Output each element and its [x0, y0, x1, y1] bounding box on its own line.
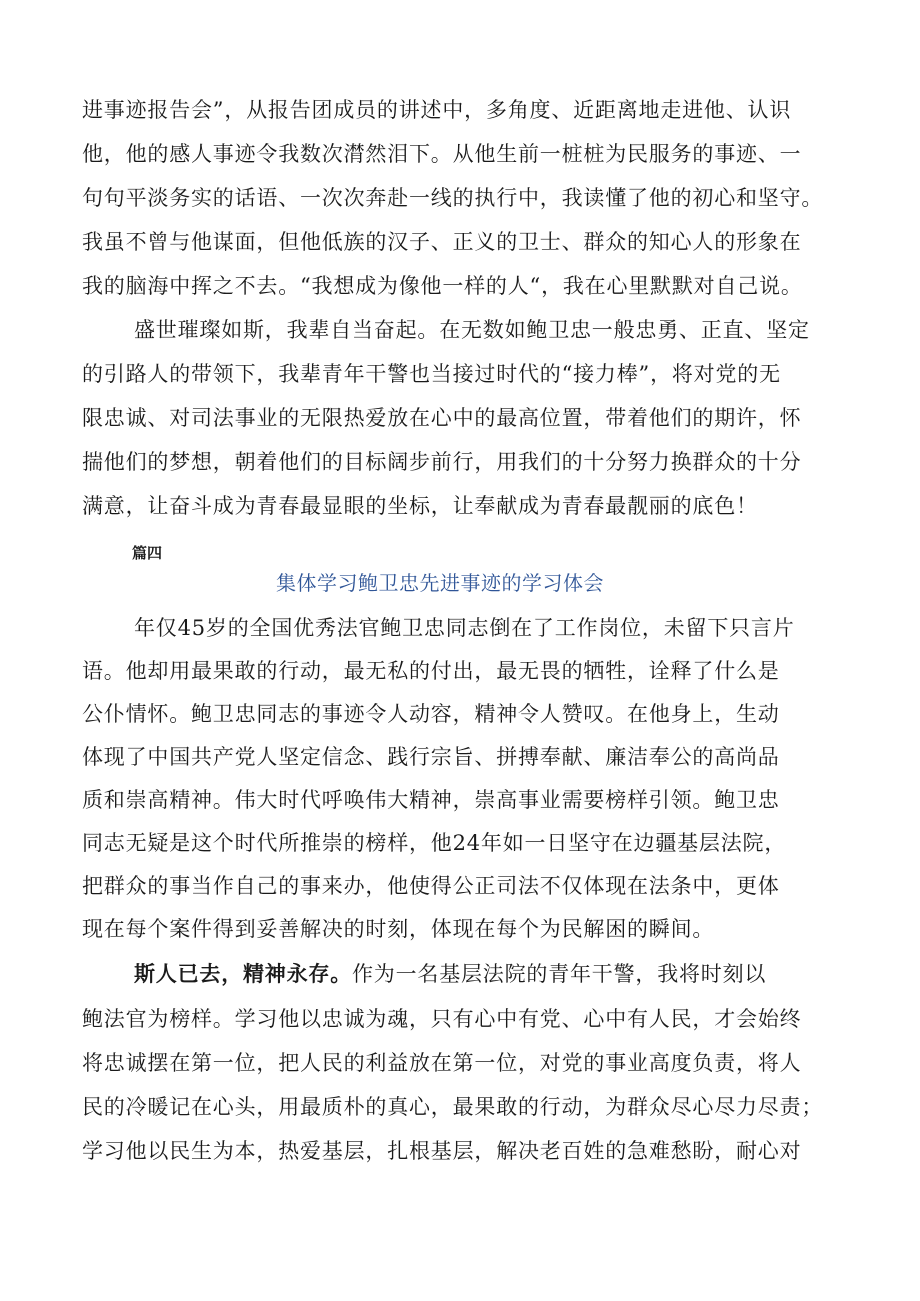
- section-label: 篇四: [132, 544, 163, 562]
- text-line: 公仆情怀。鲍卫忠同志的事迹令人动容，精神令人赞叹。在他身上，生动: [82, 702, 780, 726]
- text-line: 句句平淡务实的话语、一次次奔赴一线的执行中，我读懂了他的初心和坚守。: [82, 186, 824, 210]
- lead-emphasis: 斯人已去，精神永存。: [134, 961, 352, 986]
- text-line: 质和崇高精神。伟大时代呼唤伟大精神，崇高事业需要榜样引领。鲍卫忠: [82, 788, 780, 812]
- text-line: 鲍法官为榜样。学习他以忠诚为魂，只有心中有党、心中有人民，才会始终: [82, 1007, 802, 1031]
- text-line: 进事迹报告会”，从报告团成员的讲述中，多角度、近距离地走进他、认识: [82, 98, 792, 122]
- text-line: [134, 959, 766, 989]
- text-line: 我的脑海中挥之不去。“我想成为像他一样的人“，我在心里默默对自己说。: [82, 274, 803, 298]
- text-line: 现在每个案件得到妥善解决的时刻，体现在每个为民解困的瞬间。: [82, 917, 715, 941]
- text-line: 年仅45岁的全国优秀法官鲍卫忠同志倒在了工作岗位，未留下只言片: [134, 616, 795, 640]
- text-line: 体现了中国共产党人坚定信念、践行宗旨、拼搏奉献、廉洁奉公的高尚品: [82, 745, 780, 769]
- text-line: 语。他却用最果敢的行动，最无私的付出，最无畏的牺牲，诠释了什么是: [82, 659, 780, 683]
- text-line: 同志无疑是这个时代所推崇的榜样，他24年如一日坚守在边疆基层法院，: [82, 831, 787, 855]
- text-line: 限忠诚、对司法事业的无限热爱放在心中的最高位置，带着他们的期许，怀: [82, 406, 802, 430]
- text-line: 学习他以民生为本，热爱基层，扎根基层，解决老百姓的急难愁盼，耐心对: [82, 1139, 802, 1163]
- text-line: 盛世璀璨如斯，我辈自当奋起。在无数如鲍卫忠一般忠勇、正直、坚定: [134, 318, 810, 342]
- article-title: 集体学习鲍卫忠先进事迹的学习体会: [276, 571, 604, 595]
- text-line: 满意，让奋斗成为青春最显眼的坐标，让奉献成为青春最靓丽的底色！: [82, 494, 758, 518]
- text-line: 的引路人的带领下，我辈青年干警也当接过时代的“接力棒”，将对党的无: [82, 362, 781, 386]
- text-line: 揣他们的梦想，朝着他们的目标阔步前行，用我们的十分努力换群众的十分: [82, 450, 802, 474]
- lead-text: 作为一名基层法院的青年干警，我将时刻以: [352, 962, 767, 986]
- text-line: 将忠诚摆在第一位，把人民的利益放在第一位，对党的事业高度负责，将人: [82, 1051, 802, 1075]
- text-line: 他，他的感人事迹令我数次潸然泪下。从他生前一桩桩为民服务的事迹、一: [82, 142, 802, 166]
- text-line: 民的冷暖记在心头，用最质朴的真心，最果敢的行动，为群众尽心尽力尽责；: [82, 1095, 824, 1119]
- text-line: 我虽不曾与他谋面，但他低族的汉子、正义的卫士、群众的知心人的形象在: [82, 230, 802, 254]
- text-line: 把群众的事当作自己的事来办，他使得公正司法不仅体现在法条中，更体: [82, 874, 780, 898]
